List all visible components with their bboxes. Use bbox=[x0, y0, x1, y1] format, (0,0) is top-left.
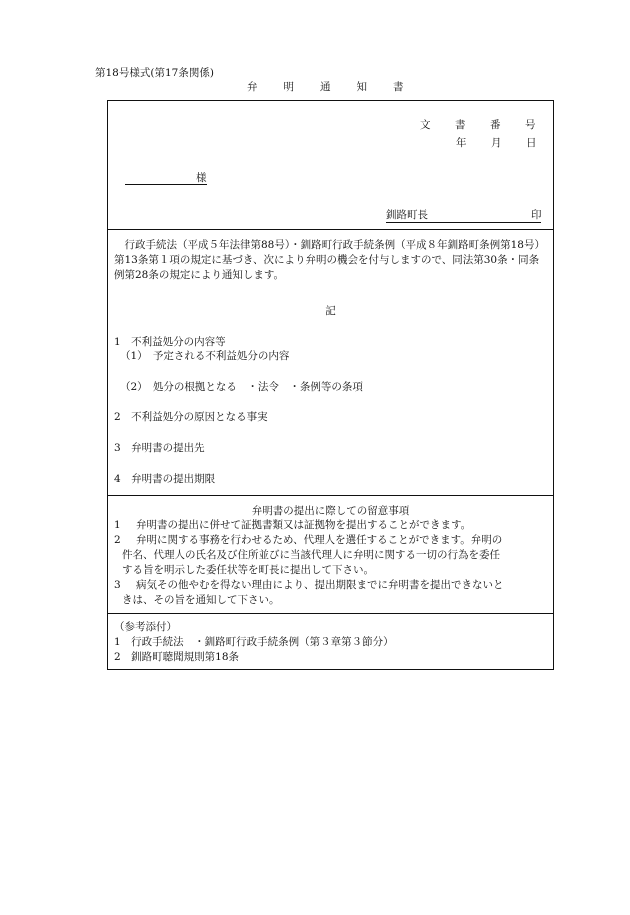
item-1: 1 不利益処分の内容等 bbox=[114, 336, 226, 348]
docnum-char: 文 bbox=[420, 119, 431, 131]
reference-item-2: 2 釧路町聴聞規則第18条 bbox=[114, 651, 240, 663]
intro-paragraph: 行政手続法（平成５年法律第88号）・釧路町行政手続条例（平成８年釧路町条例第18号）第13条第１項の規定に基づき、次により弁明の機会を付与しますので、同法第30条・同条例第28条の規定により通知します。 bbox=[114, 239, 545, 282]
reference-title: （参考添付） bbox=[114, 621, 177, 633]
form-frame bbox=[107, 100, 554, 670]
note-text: 弁明に関する事務を行わせるため、代理人を選任することができます。弁明の bbox=[136, 534, 503, 546]
item-4: 4 弁明書の提出期限 bbox=[114, 473, 216, 485]
item-3: 3 弁明書の提出先 bbox=[114, 442, 205, 454]
note-2 bbox=[114, 533, 545, 579]
docnum-char: 書 bbox=[455, 119, 466, 131]
form-label: 第18号様式(第17条関係) bbox=[95, 67, 214, 79]
document-title: 弁明通知書 bbox=[247, 81, 430, 93]
reference-item-1: 1 行政手続法 ・釧路町行政手続条例（第３章第３節分） bbox=[114, 636, 394, 648]
date-year: 年 bbox=[456, 137, 467, 149]
note-3 bbox=[114, 578, 545, 608]
item-1-2: （2） 処分の根拠となる ・法令 ・条例等の条項 bbox=[120, 381, 363, 393]
note-number: 2 bbox=[114, 534, 121, 546]
note-number: 3 bbox=[114, 579, 121, 591]
note-number: 1 bbox=[114, 519, 121, 531]
item-2: 2 不利益処分の原因となる事実 bbox=[114, 411, 268, 423]
item-1-1: （1） 予定される不利益処分の内容 bbox=[120, 350, 290, 362]
docnum-char: 号 bbox=[525, 119, 536, 131]
note-text: 病気その他やむを得ない理由により、提出期限までに弁明書を提出できないと bbox=[136, 579, 504, 591]
divider bbox=[108, 613, 553, 614]
date-label bbox=[456, 136, 561, 151]
note-text: 件名、代理人の氏名及び住所並びに当該代理人に弁明に関する一切の行為を委任 bbox=[122, 549, 500, 562]
addressee-suffix: 様 bbox=[196, 172, 207, 184]
note-text: きは、その旨を通知して下さい。 bbox=[122, 594, 280, 607]
docnum-char: 番 bbox=[490, 119, 501, 131]
divider bbox=[108, 229, 553, 230]
seal-label: 印 bbox=[531, 209, 542, 221]
note-text: 弁明書の提出に併せて証拠書類又は証拠物を提出することができます。 bbox=[136, 519, 472, 531]
document-number-label bbox=[420, 118, 560, 133]
note-1 bbox=[114, 518, 545, 533]
date-month: 月 bbox=[491, 137, 502, 149]
addressee-line bbox=[125, 170, 207, 185]
divider bbox=[108, 495, 553, 496]
ki-heading: 記 bbox=[325, 305, 336, 317]
note-text: する旨を明示した委任状等を町長に提出して下さい。 bbox=[122, 564, 374, 577]
mayor-signature-line bbox=[386, 222, 541, 223]
date-day: 日 bbox=[526, 137, 537, 149]
mayor-label: 釧路町長 bbox=[386, 209, 428, 221]
notes-title: 弁明書の提出に際しての留意事項 bbox=[251, 505, 410, 517]
